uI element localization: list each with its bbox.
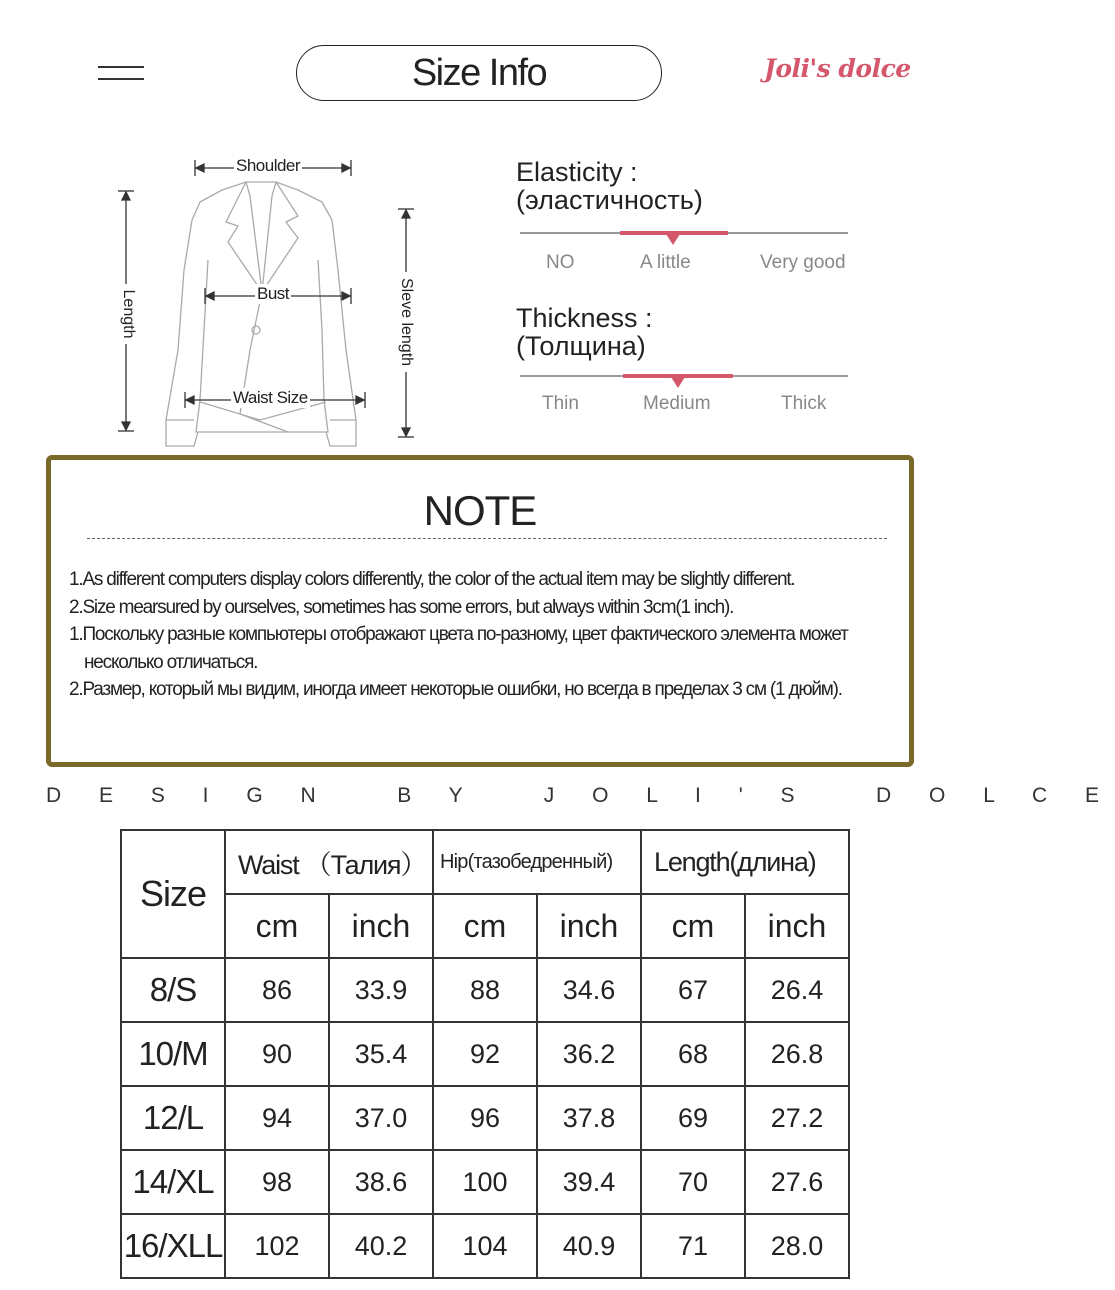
table-cell: 40.9 <box>537 1214 641 1278</box>
table-cell: 26.4 <box>745 958 849 1022</box>
waist-header: Waist （Талия） <box>225 830 433 894</box>
size-cell: 14/XL <box>121 1150 225 1214</box>
table-cell: 100 <box>433 1150 537 1214</box>
elasticity-option-a-little: A little <box>640 252 691 273</box>
table-cell: 39.4 <box>537 1150 641 1214</box>
table-cell: 96 <box>433 1086 537 1150</box>
table-cell: 37.0 <box>329 1086 433 1150</box>
unit-header: cm <box>225 894 329 958</box>
table-cell: 27.2 <box>745 1086 849 1150</box>
note-divider <box>87 538 887 539</box>
note-title: NOTE <box>423 487 537 534</box>
thickness-option-medium: Medium <box>643 393 711 414</box>
table-cell: 71 <box>641 1214 745 1278</box>
table-cell: 90 <box>225 1022 329 1086</box>
unit-header: inch <box>745 894 849 958</box>
thickness-option-thick: Thick <box>781 393 827 414</box>
brand-logo: Joli's dolce <box>764 54 911 83</box>
table-row <box>121 1022 849 1086</box>
elasticity-option-very-good: Very good <box>760 252 846 273</box>
size-cell: 12/L <box>121 1086 225 1150</box>
table-cell: 98 <box>225 1150 329 1214</box>
note-line: 2.Размер, который мы видим, иногда имеет некоторые ошибки, но всегда в пределах 3 см (1 дюйм). <box>69 679 842 700</box>
table-cell: 34.6 <box>537 958 641 1022</box>
hip-header: Hip(тазобедренный) <box>433 830 641 894</box>
unit-header: cm <box>641 894 745 958</box>
table-cell: 70 <box>641 1150 745 1214</box>
note-box <box>46 455 914 767</box>
table-cell: 69 <box>641 1086 745 1150</box>
length-header: Length(длина) <box>641 830 849 894</box>
thickness-title: Thickness : <box>516 303 653 333</box>
size-cell: 8/S <box>121 958 225 1022</box>
size-header: Size <box>121 830 225 958</box>
waist-label: Waist Size <box>233 388 308 407</box>
table-cell: 40.2 <box>329 1214 433 1278</box>
bust-label: Bust <box>257 284 290 303</box>
unit-header: inch <box>537 894 641 958</box>
unit-header: inch <box>329 894 433 958</box>
table-cell: 86 <box>225 958 329 1022</box>
size-cell: 16/XLL <box>121 1214 225 1278</box>
note-text <box>69 566 909 704</box>
menu-icon[interactable] <box>98 64 144 82</box>
shoulder-label: Shoulder <box>236 156 301 175</box>
table-cell: 37.8 <box>537 1086 641 1150</box>
table-cell: 38.6 <box>329 1150 433 1214</box>
table-cell: 27.6 <box>745 1150 849 1214</box>
thickness-marker-icon <box>671 377 685 388</box>
table-cell: 35.4 <box>329 1022 433 1086</box>
elasticity-title: Elasticity : <box>516 157 638 187</box>
elasticity-option-no: NO <box>546 252 575 273</box>
table-cell: 28.0 <box>745 1214 849 1278</box>
elasticity-marker-icon <box>666 234 680 245</box>
page-title: Size Info <box>296 45 662 101</box>
sleeve-length-label: Sleve length <box>396 272 416 372</box>
note-line: 2.Size mearsured by ourselves, sometimes has some errors, but always within 3cm(1 inch). <box>69 596 734 618</box>
table-cell: 36.2 <box>537 1022 641 1086</box>
elasticity-subtitle: (эластичность) <box>516 185 703 215</box>
table-cell: 94 <box>225 1086 329 1150</box>
note-line: 1.As different computers display colors differently, the color of the actual item may be slightly different. <box>69 569 795 590</box>
table-cell: 92 <box>433 1022 537 1086</box>
table-row <box>121 1086 849 1150</box>
length-label: Length <box>118 284 138 344</box>
table-row <box>121 1214 849 1278</box>
table-row <box>121 1150 849 1214</box>
thickness-option-thin: Thin <box>542 393 579 414</box>
table-cell: 104 <box>433 1214 537 1278</box>
table-cell: 33.9 <box>329 958 433 1022</box>
table-row <box>121 958 849 1022</box>
table-cell: 102 <box>225 1214 329 1278</box>
thickness-scale <box>520 375 848 377</box>
unit-header: cm <box>433 894 537 958</box>
size-cell: 10/M <box>121 1022 225 1086</box>
elasticity-scale <box>520 232 848 234</box>
table-cell: 26.8 <box>745 1022 849 1086</box>
table-cell: 67 <box>641 958 745 1022</box>
size-table <box>120 829 850 1279</box>
table-cell: 88 <box>433 958 537 1022</box>
note-line: 1.Поскольку разные компьютеры отображают цвета по-разному, цвет фактического элемента может несколько отличаться. <box>69 624 848 673</box>
design-by-caption: D E S I G N B Y J O L I ' S D O L C E <box>46 784 1115 807</box>
table-cell: 68 <box>641 1022 745 1086</box>
thickness-subtitle: (Толщина) <box>516 331 646 361</box>
